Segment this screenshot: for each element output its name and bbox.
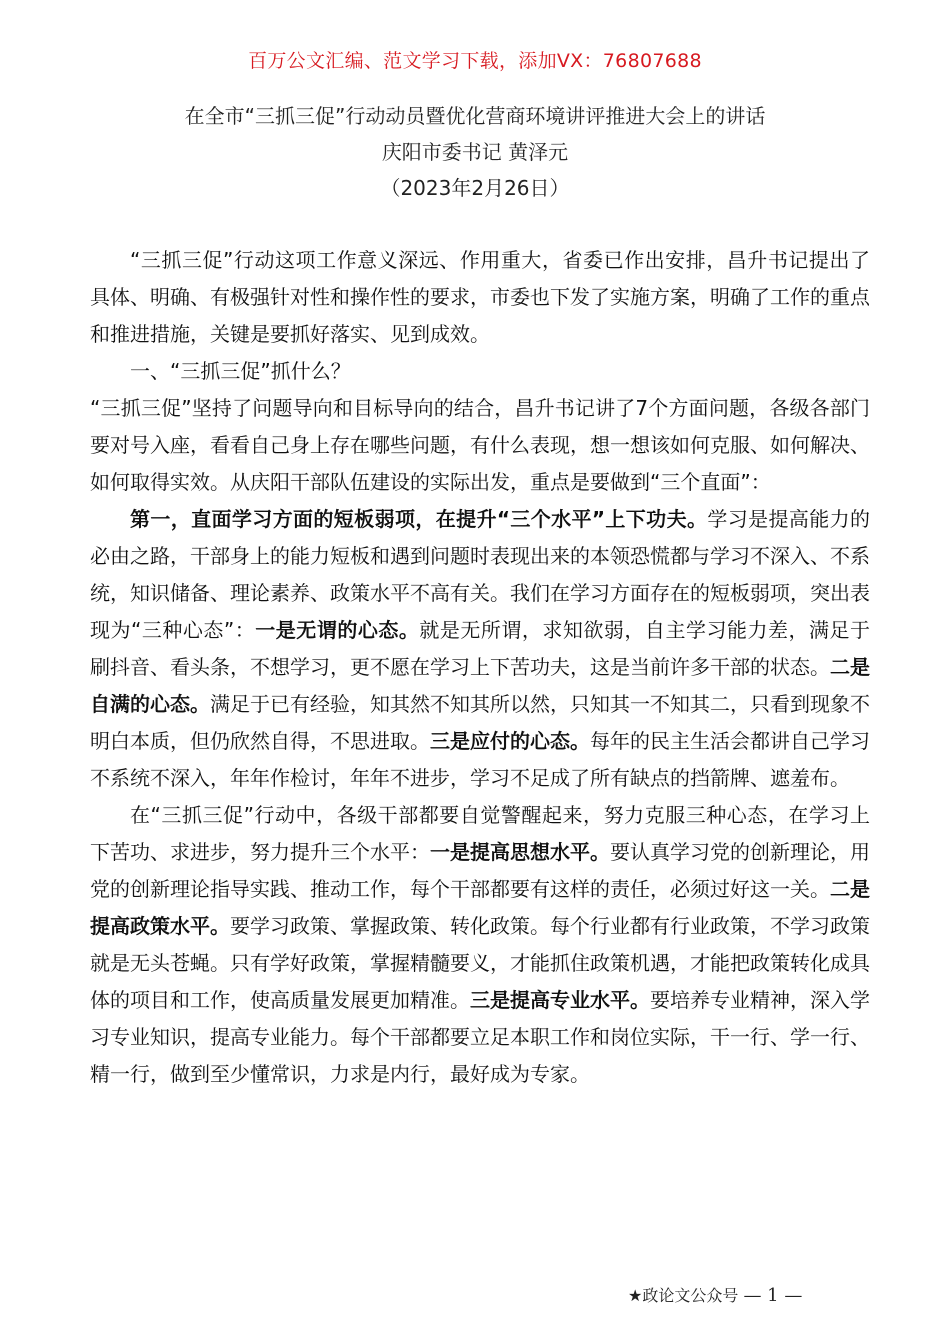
paragraph-text: 满足于已有经验，知其然不知其所以然，只知其一不知其二，只看到现象不明白本质，但仍欣然自得，不思进取。 <box>90 692 870 753</box>
paragraph-lead: 第一，直面学习方面的短板弱项，在提升“三个水平”上下功夫。 <box>130 507 708 531</box>
paragraph-three-confronts: “三抓三促”坚持了问题导向和目标导向的结合，昌升书记讲了7个方面问题，各级各部门要对号入座，看看自己身上存在哪些问题，有什么表现，想一想该如何克服、如何解决、如何取得实效。从庆阳干部队伍建设的实际出发，重点是要做到“三个直面”： <box>90 396 870 494</box>
paragraph-three-levels <box>90 797 870 1093</box>
point-label: 一是无谓的心态。 <box>255 618 420 642</box>
point-label: 二是自满的心态。 <box>90 655 870 716</box>
paragraph-text: 要认真学习党的创新理论，用党的创新理论指导实践、推动工作，每个干部都要有这样的责任，必须过好这一关。 <box>90 840 870 901</box>
paragraph-text: 就是无所谓，求知欲弱，自主学习能力差，满足于刷抖音、看头条，不想学习，更不愿在学习上下苦功夫，这是当前许多干部的状态。 <box>90 618 871 679</box>
download-banner: 百万公文汇编、范文学习下载，添加VX：76807688 <box>248 50 702 72</box>
document-date: （2023年2月26日） <box>380 176 570 200</box>
document-body <box>90 242 870 1093</box>
footer-source: ★政论文公众号 <box>628 1286 739 1305</box>
document-title: 在全市“三抓三促”行动动员暨优化营商环境讲评推进大会上的讲话 <box>184 104 766 128</box>
point-label: 二是提高政策水平。 <box>90 877 870 938</box>
paragraph-text: 学习是提高能力的必由之路，干部身上的能力短板和遇到问题时表现出来的本领恐慌都与学习不深入、不系统，知识储备、理论素养、政策水平不高有关。我们在学习方面存在的短板弱项，突出表现为“三种心态”： <box>90 507 870 642</box>
paragraph-text: 每年的民主生活会都讲自己学习不系统不深入，年年作检讨，年年不进步，学习不足成了所有缺点的挡箭牌、遮羞布。 <box>90 729 870 790</box>
page-footer <box>628 1283 888 1306</box>
page-number: — 1 — <box>743 1285 803 1306</box>
section-heading-1: 一、“三抓三促”抓什么？ <box>130 359 351 383</box>
paragraph-text: 在“三抓三促”行动中，各级干部都要自觉警醒起来，努力克服三种心态，在学习上下苦功、求进步，努力提升三个水平： <box>90 803 870 864</box>
point-label: 一是提高思想水平。 <box>430 840 610 864</box>
paragraph-intro: “三抓三促”行动这项工作意义深远、作用重大，省委已作出安排，昌升书记提出了具体、明确、有极强针对性和操作性的要求，市委也下发了实施方案，明确了工作的重点和推进措施，关键是要抓好落实、见到成效。 <box>90 248 870 346</box>
paragraph-text: 要培养专业精神，深入学习专业知识，提高专业能力。每个干部都要立足本职工作和岗位实际，干一行、学一行、精一行，做到至少懂常识，力求是内行，最好成为专家。 <box>90 988 870 1086</box>
document-author: 庆阳市委书记 黄泽元 <box>381 140 569 164</box>
document-header <box>0 98 950 206</box>
point-label: 三是应付的心态。 <box>430 729 590 753</box>
point-label: 三是提高专业水平。 <box>470 988 650 1012</box>
paragraph-study-weakness <box>90 501 870 797</box>
paragraph-text: 要学习政策、掌握政策、转化政策。每个行业都有行业政策，不学习政策就是无头苍蝇。只有学好政策，掌握精髓要义，才能抓住政策机遇，才能把政策转化成具体的项目和工作，使高质量发展更加精准。 <box>90 914 870 1012</box>
